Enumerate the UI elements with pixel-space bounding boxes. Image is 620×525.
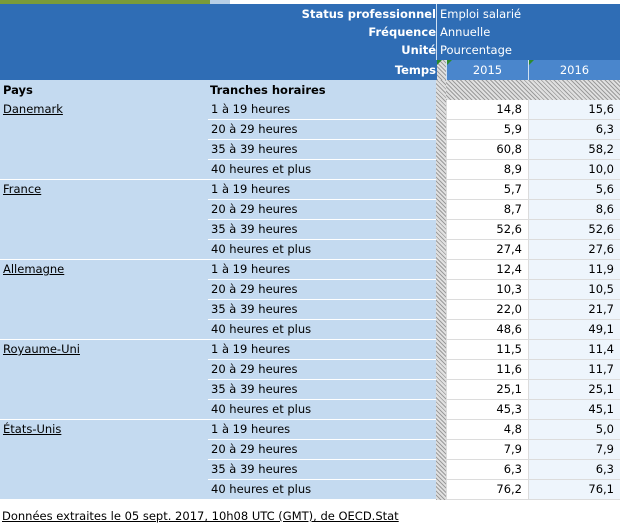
value-2015-cell: 27,4 — [446, 240, 528, 260]
value-2016-cell: 6,3 — [528, 460, 620, 480]
value-2015-cell: 5,9 — [446, 120, 528, 140]
year-2016-header[interactable]: 2016 — [528, 60, 620, 80]
col-tranches-header: Tranches horaires — [210, 83, 326, 97]
frequence-label: Fréquence — [368, 25, 436, 39]
status-label: Status professionnel — [301, 7, 436, 21]
country-link[interactable]: Royaume-Uni — [3, 342, 80, 356]
temps-row — [0, 60, 620, 80]
value-2015-cell: 5,7 — [446, 180, 528, 200]
value-2016-cell: 11,4 — [528, 340, 620, 360]
tranche-label: 40 heures et plus — [208, 320, 436, 340]
separator-hatch — [436, 80, 446, 500]
value-2016-cell: 15,6 — [528, 100, 620, 120]
value-2016-cell: 10,0 — [528, 160, 620, 180]
country-cell — [0, 340, 208, 420]
value-2015-cell: 25,1 — [446, 380, 528, 400]
tranche-label: 20 à 29 heures — [208, 440, 436, 460]
value-2016-cell: 5,6 — [528, 180, 620, 200]
country-link[interactable]: Allemagne — [3, 262, 65, 276]
value-2016-cell: 45,1 — [528, 400, 620, 420]
value-2015-cell: 8,7 — [446, 200, 528, 220]
temps-label: Temps — [394, 63, 436, 77]
country-cell — [0, 260, 208, 340]
value-2015-cell: 8,9 — [446, 160, 528, 180]
tranche-label: 35 à 39 heures — [208, 140, 436, 160]
value-2016-cell: 27,6 — [528, 240, 620, 260]
tranche-label: 40 heures et plus — [208, 400, 436, 420]
tranche-label: 35 à 39 heures — [208, 220, 436, 240]
frequence-row — [0, 22, 620, 42]
unite-label: Unité — [401, 43, 436, 57]
value-2016-cell: 7,9 — [528, 440, 620, 460]
header-hatch — [446, 80, 620, 100]
tranche-label: 20 à 29 heures — [208, 360, 436, 380]
value-2016-cell: 21,7 — [528, 300, 620, 320]
tranche-label: 20 à 29 heures — [208, 200, 436, 220]
col-pays-header: Pays — [3, 83, 33, 97]
country-cell — [0, 420, 208, 500]
value-2015-cell: 7,9 — [446, 440, 528, 460]
country-link[interactable]: Danemark — [3, 102, 63, 116]
value-2016-cell: 49,1 — [528, 320, 620, 340]
value-2016-cell: 11,7 — [528, 360, 620, 380]
unite-value[interactable]: Pourcentage — [440, 43, 512, 57]
value-2015-cell: 52,6 — [446, 220, 528, 240]
value-2015-cell: 60,8 — [446, 140, 528, 160]
value-2016-cell: 6,3 — [528, 120, 620, 140]
year-flag-icon — [529, 60, 534, 65]
value-2016-cell: 11,9 — [528, 260, 620, 280]
temps-flag-icon — [437, 60, 442, 65]
value-2016-cell: 52,6 — [528, 220, 620, 240]
tranche-label: 1 à 19 heures — [208, 420, 436, 440]
country-link[interactable]: France — [3, 182, 42, 196]
value-2015-cell: 76,2 — [446, 480, 528, 500]
country-cell — [0, 100, 208, 180]
value-2016-cell: 10,5 — [528, 280, 620, 300]
tranche-label: 20 à 29 heures — [208, 280, 436, 300]
value-2015-cell: 4,8 — [446, 420, 528, 440]
tranche-label: 20 à 29 heures — [208, 120, 436, 140]
value-2015-cell: 6,3 — [446, 460, 528, 480]
value-2015-cell: 11,6 — [446, 360, 528, 380]
tranche-label: 35 à 39 heures — [208, 460, 436, 480]
tranche-label: 40 heures et plus — [208, 480, 436, 500]
value-2015-cell: 14,8 — [446, 100, 528, 120]
value-2015-cell: 12,4 — [446, 260, 528, 280]
country-link[interactable]: États-Unis — [3, 422, 62, 436]
year-flag-icon — [447, 60, 452, 65]
tranche-label: 35 à 39 heures — [208, 380, 436, 400]
value-2016-cell: 76,1 — [528, 480, 620, 500]
year-2015-header[interactable]: 2015 — [446, 60, 528, 80]
unite-row — [0, 40, 620, 60]
tranche-label: 1 à 19 heures — [208, 260, 436, 280]
tranche-label: 40 heures et plus — [208, 160, 436, 180]
value-2016-cell: 25,1 — [528, 380, 620, 400]
value-2015-cell: 10,3 — [446, 280, 528, 300]
source-footer-link[interactable]: Données extraites le 05 sept. 2017, 10h08 UTC (GMT), de OECD.Stat — [2, 509, 399, 523]
value-2015-cell: 45,3 — [446, 400, 528, 420]
status-row — [0, 4, 620, 24]
country-cell — [0, 180, 208, 260]
value-2016-cell: 8,6 — [528, 200, 620, 220]
tranche-label: 40 heures et plus — [208, 240, 436, 260]
status-value[interactable]: Emploi salarié — [440, 7, 522, 21]
value-2016-cell: 5,0 — [528, 420, 620, 440]
value-2015-cell: 48,6 — [446, 320, 528, 340]
tranche-label: 35 à 39 heures — [208, 300, 436, 320]
tranche-label: 1 à 19 heures — [208, 180, 436, 200]
value-2015-cell: 22,0 — [446, 300, 528, 320]
tranche-label: 1 à 19 heures — [208, 100, 436, 120]
frequence-value[interactable]: Annuelle — [440, 25, 491, 39]
tranche-label: 1 à 19 heures — [208, 340, 436, 360]
value-2016-cell: 58,2 — [528, 140, 620, 160]
value-2015-cell: 11,5 — [446, 340, 528, 360]
